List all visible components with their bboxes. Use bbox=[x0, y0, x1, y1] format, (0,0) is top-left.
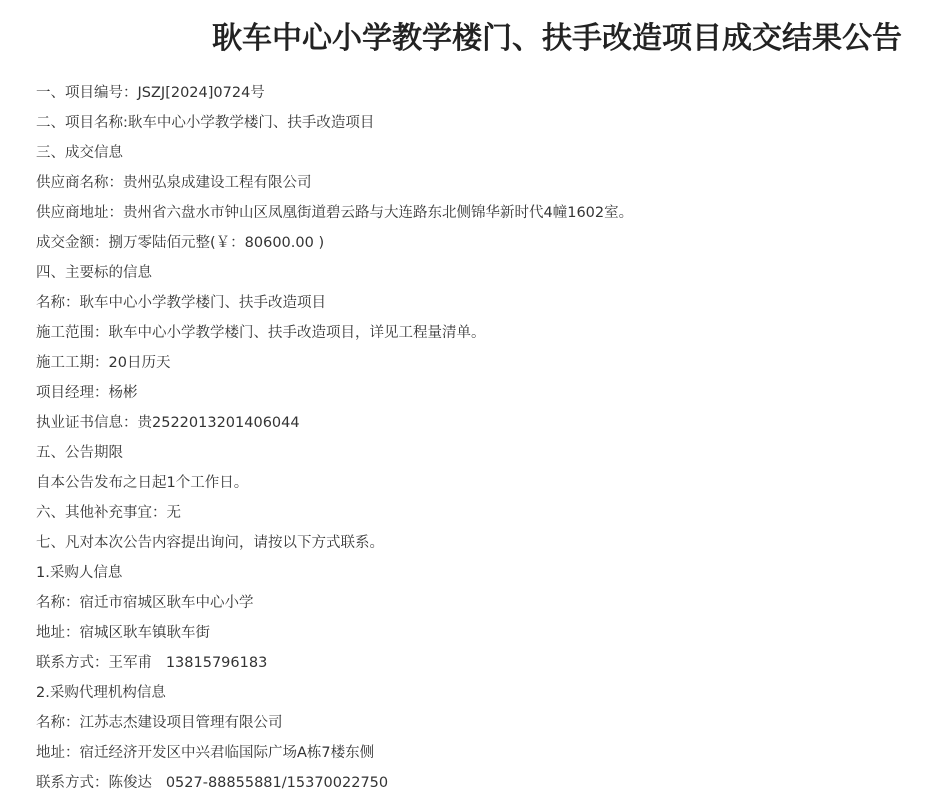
supplier-name: 供应商名称：贵州弘泉成建设工程有限公司 bbox=[36, 175, 312, 191]
section-heading-main-subject: 四、主要标的信息 bbox=[36, 265, 152, 281]
notice-period: 自本公告发布之日起1个工作日。 bbox=[36, 475, 249, 491]
certificate-info: 执业证书信息：贵2522013201406044 bbox=[36, 415, 300, 431]
project-number: 一、项目编号：JSZJ[2024]0724号 bbox=[36, 85, 265, 101]
announcement-body bbox=[36, 78, 916, 798]
project-name: 二、项目名称:耿车中心小学教学楼门、扶手改造项目 bbox=[36, 115, 375, 131]
subject-name: 名称：耿车中心小学教学楼门、扶手改造项目 bbox=[36, 295, 326, 311]
purchaser-info-heading: 1.采购人信息 bbox=[36, 565, 123, 581]
section-heading-deal-info: 三、成交信息 bbox=[36, 145, 123, 161]
other-matters: 六、其他补充事宜：无 bbox=[36, 505, 181, 521]
construction-period: 施工工期：20日历天 bbox=[36, 355, 171, 371]
construction-scope: 施工范围：耿车中心小学教学楼门、扶手改造项目，详见工程量清单。 bbox=[36, 325, 486, 341]
section-heading-notice-period: 五、公告期限 bbox=[36, 445, 123, 461]
agency-name: 名称：江苏志杰建设项目管理有限公司 bbox=[36, 715, 283, 731]
purchaser-address: 地址：宿城区耿车镇耿车街 bbox=[36, 625, 210, 641]
section-heading-contact: 七、凡对本次公告内容提出询问，请按以下方式联系。 bbox=[36, 535, 384, 551]
purchaser-name: 名称：宿迁市宿城区耿车中心小学 bbox=[36, 595, 254, 611]
agency-info-heading: 2.采购代理机构信息 bbox=[36, 685, 166, 701]
project-manager: 项目经理：杨彬 bbox=[36, 385, 138, 401]
agency-address: 地址：宿迁经济开发区中兴君临国际广场A栋7楼东侧 bbox=[36, 745, 375, 761]
deal-amount: 成交金额：捌万零陆佰元整(￥：80600.00 ) bbox=[36, 235, 325, 251]
announcement-title: 耿车中心小学教学楼门、扶手改造项目成交结果公告 bbox=[212, 21, 902, 56]
agency-contact: 联系方式：陈俊达 0527-88855881/15370022750 bbox=[36, 775, 389, 791]
supplier-address: 供应商地址：贵州省六盘水市钟山区凤凰街道碧云路与大连路东北侧锦华新时代4幢1602室。 bbox=[36, 205, 634, 221]
purchaser-contact: 联系方式：王军甫 13815796183 bbox=[36, 655, 268, 671]
